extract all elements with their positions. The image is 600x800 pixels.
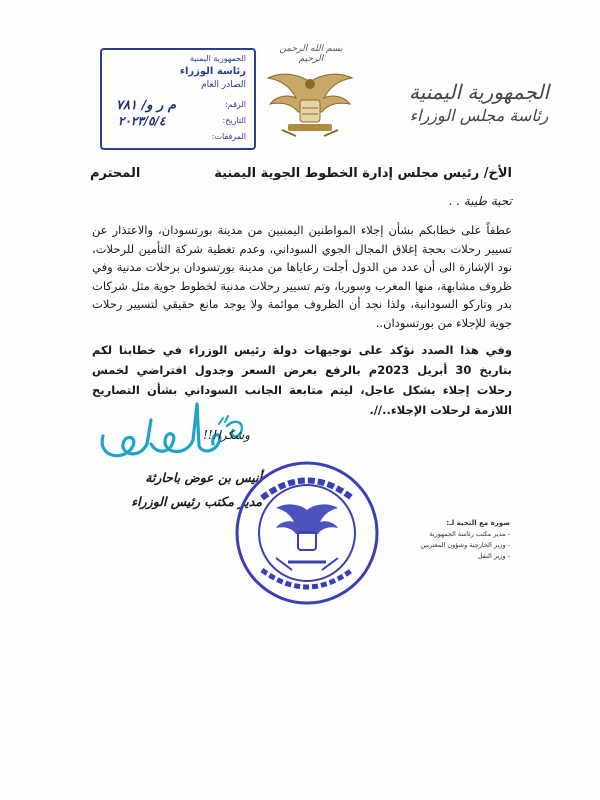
registry-stamp-ref-label: الرقم: [225, 100, 246, 109]
closing: وشكرا!!! [203, 428, 250, 442]
signatory-name: أنيس بن عوض باحارثة [145, 470, 262, 485]
registry-stamp-office: رئاسة الوزراء [179, 66, 246, 77]
registry-stamp-ref-value: م ر و/ ٧٨١ [116, 98, 176, 113]
addressee: الأخ/ رئيس مجلس إدارة الخطوط الجوية اليمنية [214, 166, 512, 181]
registry-stamp [100, 48, 256, 150]
copies-heading: صورة مع التحية لـ: [446, 519, 510, 527]
greeting: تحية طيبة . . [448, 194, 512, 208]
copies-item: - وزير الخارجية وشؤون المغتربين [420, 541, 510, 549]
registry-stamp-outgoing: الصادر العام [201, 80, 246, 90]
honorific: المحترم [90, 166, 141, 181]
copies-list [360, 518, 510, 562]
registry-stamp-attachments-label: المرفقات: [211, 132, 246, 141]
body-paragraph-1: عطفاً على خطابكم بشأن إجلاء المواطنين اليمنيين من مدينة بورتسودان، والاعتذار عن تسيير رحلات بحجة إغلاق المجال الجوي السوداني، وعدم تغطية شركة التأمين للرحلات، نود الإشارة الى أن عدد من الدول أجلت رعاياها من مدينة بورتسودان برحلات مدنية وفي ظروف مشابهة، منها المغرب وسوريا، وتم تسيير رحلات مدنية لخطوط جوية مثل شركات بدر وتاركو السودانية، ولذا نجد أن الظروف موائمة ولا يوجد مانع حقيقي لتسيير رحلات جوية للإجلاء من بورتسودان.. [92, 223, 512, 330]
copies-item: - مدير مكتب رئاسة الجمهورية [429, 530, 510, 538]
office-name: رئاسة مجلس الوزراء [409, 106, 549, 125]
letterhead-title [394, 80, 564, 125]
registry-stamp-date-label: التاريخ: [222, 116, 246, 125]
addressee-line [90, 166, 512, 188]
registry-stamp-country: الجمهورية اليمنية [189, 54, 246, 63]
basmala: بسم الله الرحمن الرحيم [279, 44, 343, 64]
country-name: الجمهورية اليمنية [408, 80, 550, 104]
eagle-emblem-icon [262, 64, 358, 144]
signatory-title: مدير مكتب رئيس الوزراء [131, 494, 262, 509]
body-paragraph-2: وفي هذا الصدد نؤكد على توجيهات دولة رئيس الوزراء في خطابنا لكم بتاريخ 30 أبريل 2023م بالرفع بعرض السعر وجدول افتراضي لخمس رحلات إجلاء بشكل عاجل، ليتم متابعة الجانب السوداني بشأن التصاريح اللازمة لرحلات الإجلاء..//. [92, 343, 512, 417]
copies-item: - وزير النقل [477, 552, 510, 560]
registry-stamp-date-value: ٢٠٢٣/٥/٤ [118, 114, 166, 128]
